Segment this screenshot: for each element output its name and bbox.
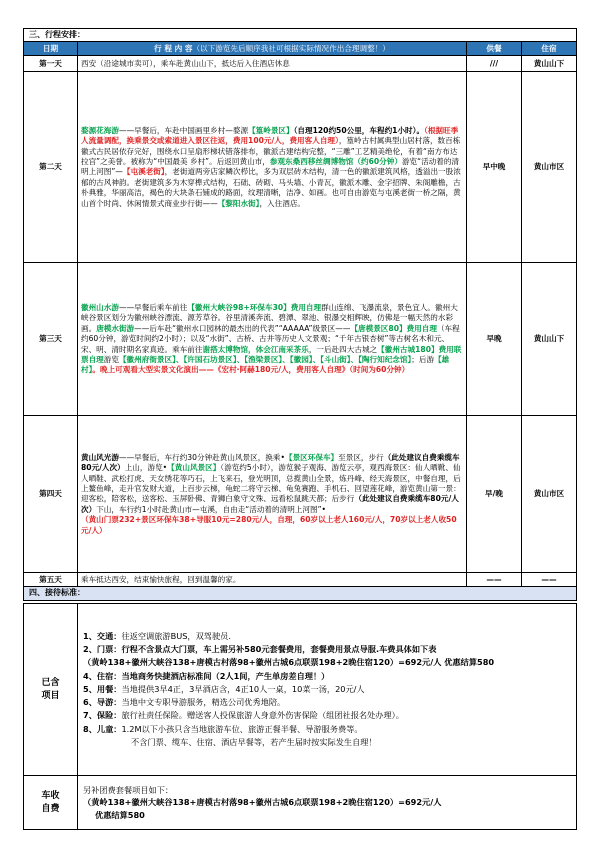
item-text: 当地提供3早4正，3早酒店含，4正10人一桌，10菜一汤，20元/人 [121,683,365,694]
included-content [78,604,577,776]
day-text: ——后车赴“徽州水口园林的最杰出的代表”“AAAAA”级景区—— [134,323,351,333]
day-text: ，老街道两旁店家鳞次栉比，多为双层砖木结构，清一色的徽派建筑风格，透溢出一股浓郁的古风神韵。老街建筑多为木穿榫式结构，石础、砖砌、马头墙、小青瓦，徽派木雕、金字招牌、朱阁雕檐，古朴典雅，华丽高洁，褐色的大块条石铺成的路面，纹理清晰，洁净、如画。也可自由游览与屯溪老街一桥之隔，黄山首个时尚、休闲情景式商业步行街—— [81,167,461,208]
header-meal: 供餐 [467,42,522,56]
item-title: 2、门票： [83,644,122,655]
day-text: 群山连绵、飞瀑流泉，景色宜人。徽州大峡谷景区划分为徽州峡谷漂流、源芳草谷。谷里清溪奔流、碧潭、翠池、银瀑交相辉映，仿佛是一幅天然的水彩画。 [81,302,458,333]
day-highlight: 婺源花海游 [81,125,119,135]
section4-row [24,587,577,600]
section3-title: 三、行程安排： [24,29,577,42]
included-line [83,630,571,643]
included-line [83,723,571,736]
day-row-1 [24,56,577,72]
item-title: 7、保险： [83,710,122,721]
item-title: 6、导游： [83,697,122,708]
included-row [24,604,577,776]
day-label: 第一天 [24,56,78,72]
day-text: 至景区，步行 [338,452,384,462]
header-day: 日期 [24,42,78,56]
included-line [83,709,571,722]
day-red: 《宏村·阿赫180元/人，费用客人自理》 [213,365,350,375]
itinerary-table [23,28,577,601]
included-line: （黄岭138+徽州大峡谷138+唐模古村落98+徽州古城6点联票198+2晚住宿120）=692元/人 优惠结算580 [83,657,495,668]
day-content [78,416,467,573]
item-text: 当地中文专职导游服务，精选公司优秀地陪。 [121,697,286,708]
day-meal: /// [467,56,522,72]
day-text: ——早餐后，车赴中国画里乡村—婺源 [118,125,249,135]
day-bold: 黄山风光游 [81,452,119,462]
item-text: 当地商务快捷酒店标准间（2人1间，产生单房差自理！） [121,670,330,681]
day-row-3 [24,263,577,416]
day-highlight: 徽州山水游 [81,302,119,312]
included-line: 不含门票、缆车、住宿、酒店早餐等，若产生届时按实际发生自理！ [131,736,377,747]
item-title: 4、住宿： [83,670,122,681]
included-label-a: 已含 [41,677,60,688]
day-text: 游览 [103,355,119,365]
day-text: ，入住酒店。 [259,198,306,208]
header-hotel: 住宿 [522,42,577,56]
day-highlight: 唐模水街游 [96,323,135,333]
day-red: 【屯溪老街】 [122,167,165,177]
selfpay-label-b: 自费 [41,803,60,814]
day-text: （车程约60分钟，游览时间约2小时）；以及“水街”、古桥、古井等历史人文景观；“千年古银杏树”等古树名木和元、宋、明、清时期名家真迹。乘车前往 [81,323,460,354]
day-highlight: 【徽州府衙景区】、【许国石坊景区】、【渔梁景区】、【徽园】、【斗山街】、【陶行知纪念馆】 [118,355,412,365]
item-title: 1、交通： [83,631,122,642]
day-highlight: 【篁岭景区】 [248,125,294,135]
included-label-b: 项目 [41,690,60,701]
day-content [78,263,467,416]
day-label: 第三天 [24,263,78,416]
item-title: 8、儿童： [83,723,122,734]
day-red: （时间为60分钟） [349,365,410,375]
item-text: 1.2M以下小孩只含当地旅游车位、旅游正餐半餐、导游服务费等。 [121,723,363,734]
day-text: （游览约5小时），游览猴子观海、游览云亭，观西海景区：仙人晒靴、仙人晒鞋、武松打虎、天女绣花等巧石，上飞来石，登光明顶，总揽黄山全景，炼丹峰、经天海景区，中餐自理，后上鳌鱼峰，走升官发财大道，上百步云梯，龟蛇二将守云梯、龟兔赛跑、手机石、回望莲花峰，游览黄山第一景：迎客松，陪客松，送客松、玉屏卧佛、青狮白象守文殊、远看松鼠跳天都；后步行 [81,463,461,504]
day-highlight: 【雄村】 [81,355,450,375]
day-text: ，一后赴四大古城之 [308,344,378,354]
day-text: 上山，游览• [124,463,168,473]
item-title: 5、用餐： [83,683,122,694]
day-hotel: 黄山山下 [522,56,577,72]
day-hotel: 黄山市区 [522,416,577,573]
selfpay-line: 优惠结算580 [95,809,145,820]
day-highlight: 【徽州大峡谷98+环保车30】费用自理 [187,302,322,312]
day-text: ；后游 [411,355,435,365]
selfpay-line: 另补团费套餐项目如下： [83,785,174,796]
day-highlight: 参观东桑西移丝绸博物馆（约60分钟） [269,157,402,166]
day-hotel: 黄山市区 [522,72,577,263]
day-highlight: 【景区环保车】 [284,452,339,462]
day-bold: （此处建议自费乘缆车80元/人次） [81,494,459,514]
day-red: （黄山门票232+景区环保车38+导服10元=280元/人，自理，60岁以上老人160元/人，70岁以上老人收50元/人） [81,515,457,535]
included-line [83,670,571,683]
day-meal: 早晚 [467,263,522,416]
day-highlight: 【黎阳水街】 [217,198,260,208]
item-text: 行程不含景点大门票，车上需另补580元套餐费用，套餐费用景点导服.车费具体如下表 [121,644,437,655]
day-content: 乘车抵达西安，结束愉快旅程，回到温馨的家。 [78,573,467,587]
header-content-note: （以下游览先后顺序我社可根据实际情况作出合理调整！） [192,43,390,53]
day-text: ——早餐后乘车前往 [118,302,188,312]
day-meal: 早中晚 [467,72,522,263]
header-content-label: 行 程 内 容 [154,43,193,53]
day-highlight: 谢搭太博物馆，体会江南采茶乐 [202,344,309,354]
day-text: 下山，车行约1小时赴黄山市—屯溪，自由走“活动着的清明上河图”• [96,504,326,514]
day-text: ——早餐后，车行约30分钟赴黄山风景区，换乘• [118,452,285,462]
day-content: 西安（沿途城市卖可），乘车赴黄山山下，抵达后入住酒店休息 [78,56,467,72]
included-line [83,683,571,696]
day-highlight: 【黄山风景区】 [167,463,221,473]
included-label [24,604,78,776]
day-text: 游览“活动着的清明上河图”— [81,157,460,177]
selfpay-label [24,776,78,830]
day-label: 第四天 [24,416,78,573]
header-content [78,42,467,56]
day-row-4 [24,416,577,573]
included-line [83,643,571,656]
day-hotel: 黄山山下 [522,263,577,416]
included-line [83,696,571,709]
header-row [24,42,577,56]
standards-table [23,603,577,830]
section3-row [24,29,577,42]
day-red: （根据旺季人流量调配，换乘景交或索道进入景区往返，费用100元/人，费用客人自理） [81,125,459,146]
day-label: 第五天 [24,573,78,587]
selfpay-row [24,776,577,830]
section4-title: 四、接待标准： [24,587,577,600]
day-label: 第二天 [24,72,78,263]
day-highlight: 【唐模景区80】费用自理 [350,323,437,333]
item-text: 旅行社责任保险。赠送客人投保旅游人身意外伤害保险（组团社报名处办理）。 [121,710,404,721]
item-text: 往返空调旅游BUS，双驾驶员. [121,631,231,642]
day-bold: （此处建议自费乘缆车80元/人次） [81,452,460,473]
selfpay-content [78,776,577,830]
day-row-5 [24,573,577,587]
selfpay-label-a: 车收 [41,790,60,801]
selfpay-line: （黄岭138+徽州大峡谷138+唐模古村落98+徽州古城6点联票198+2晚住宿120）=692元/人 [83,797,442,808]
day-meal: —— [467,573,522,587]
day-content [78,72,467,263]
day-bold: （自理120约50公里，车程约1小时）。 [293,125,425,135]
day-text: ，篁岭古村属典型山居村落，数百栋徽式古民居依存完好，围绕水口呈扇形梯状错落排布，徽派古建结构完整，“三雕”工艺精美绝伦，有着“南方布达拉宫”之美誉。被称为“中国最美 乡村”。后返回黄山市， [81,136,461,166]
day-hotel: —— [522,573,577,587]
day-row-2 [24,72,577,263]
day-highlight: 【徽州古城180】费用联票自理 [81,344,462,365]
day-meal: 早/晚 [467,416,522,573]
day-red: 。晚上可观看大型实景文化演出—— [92,365,214,375]
